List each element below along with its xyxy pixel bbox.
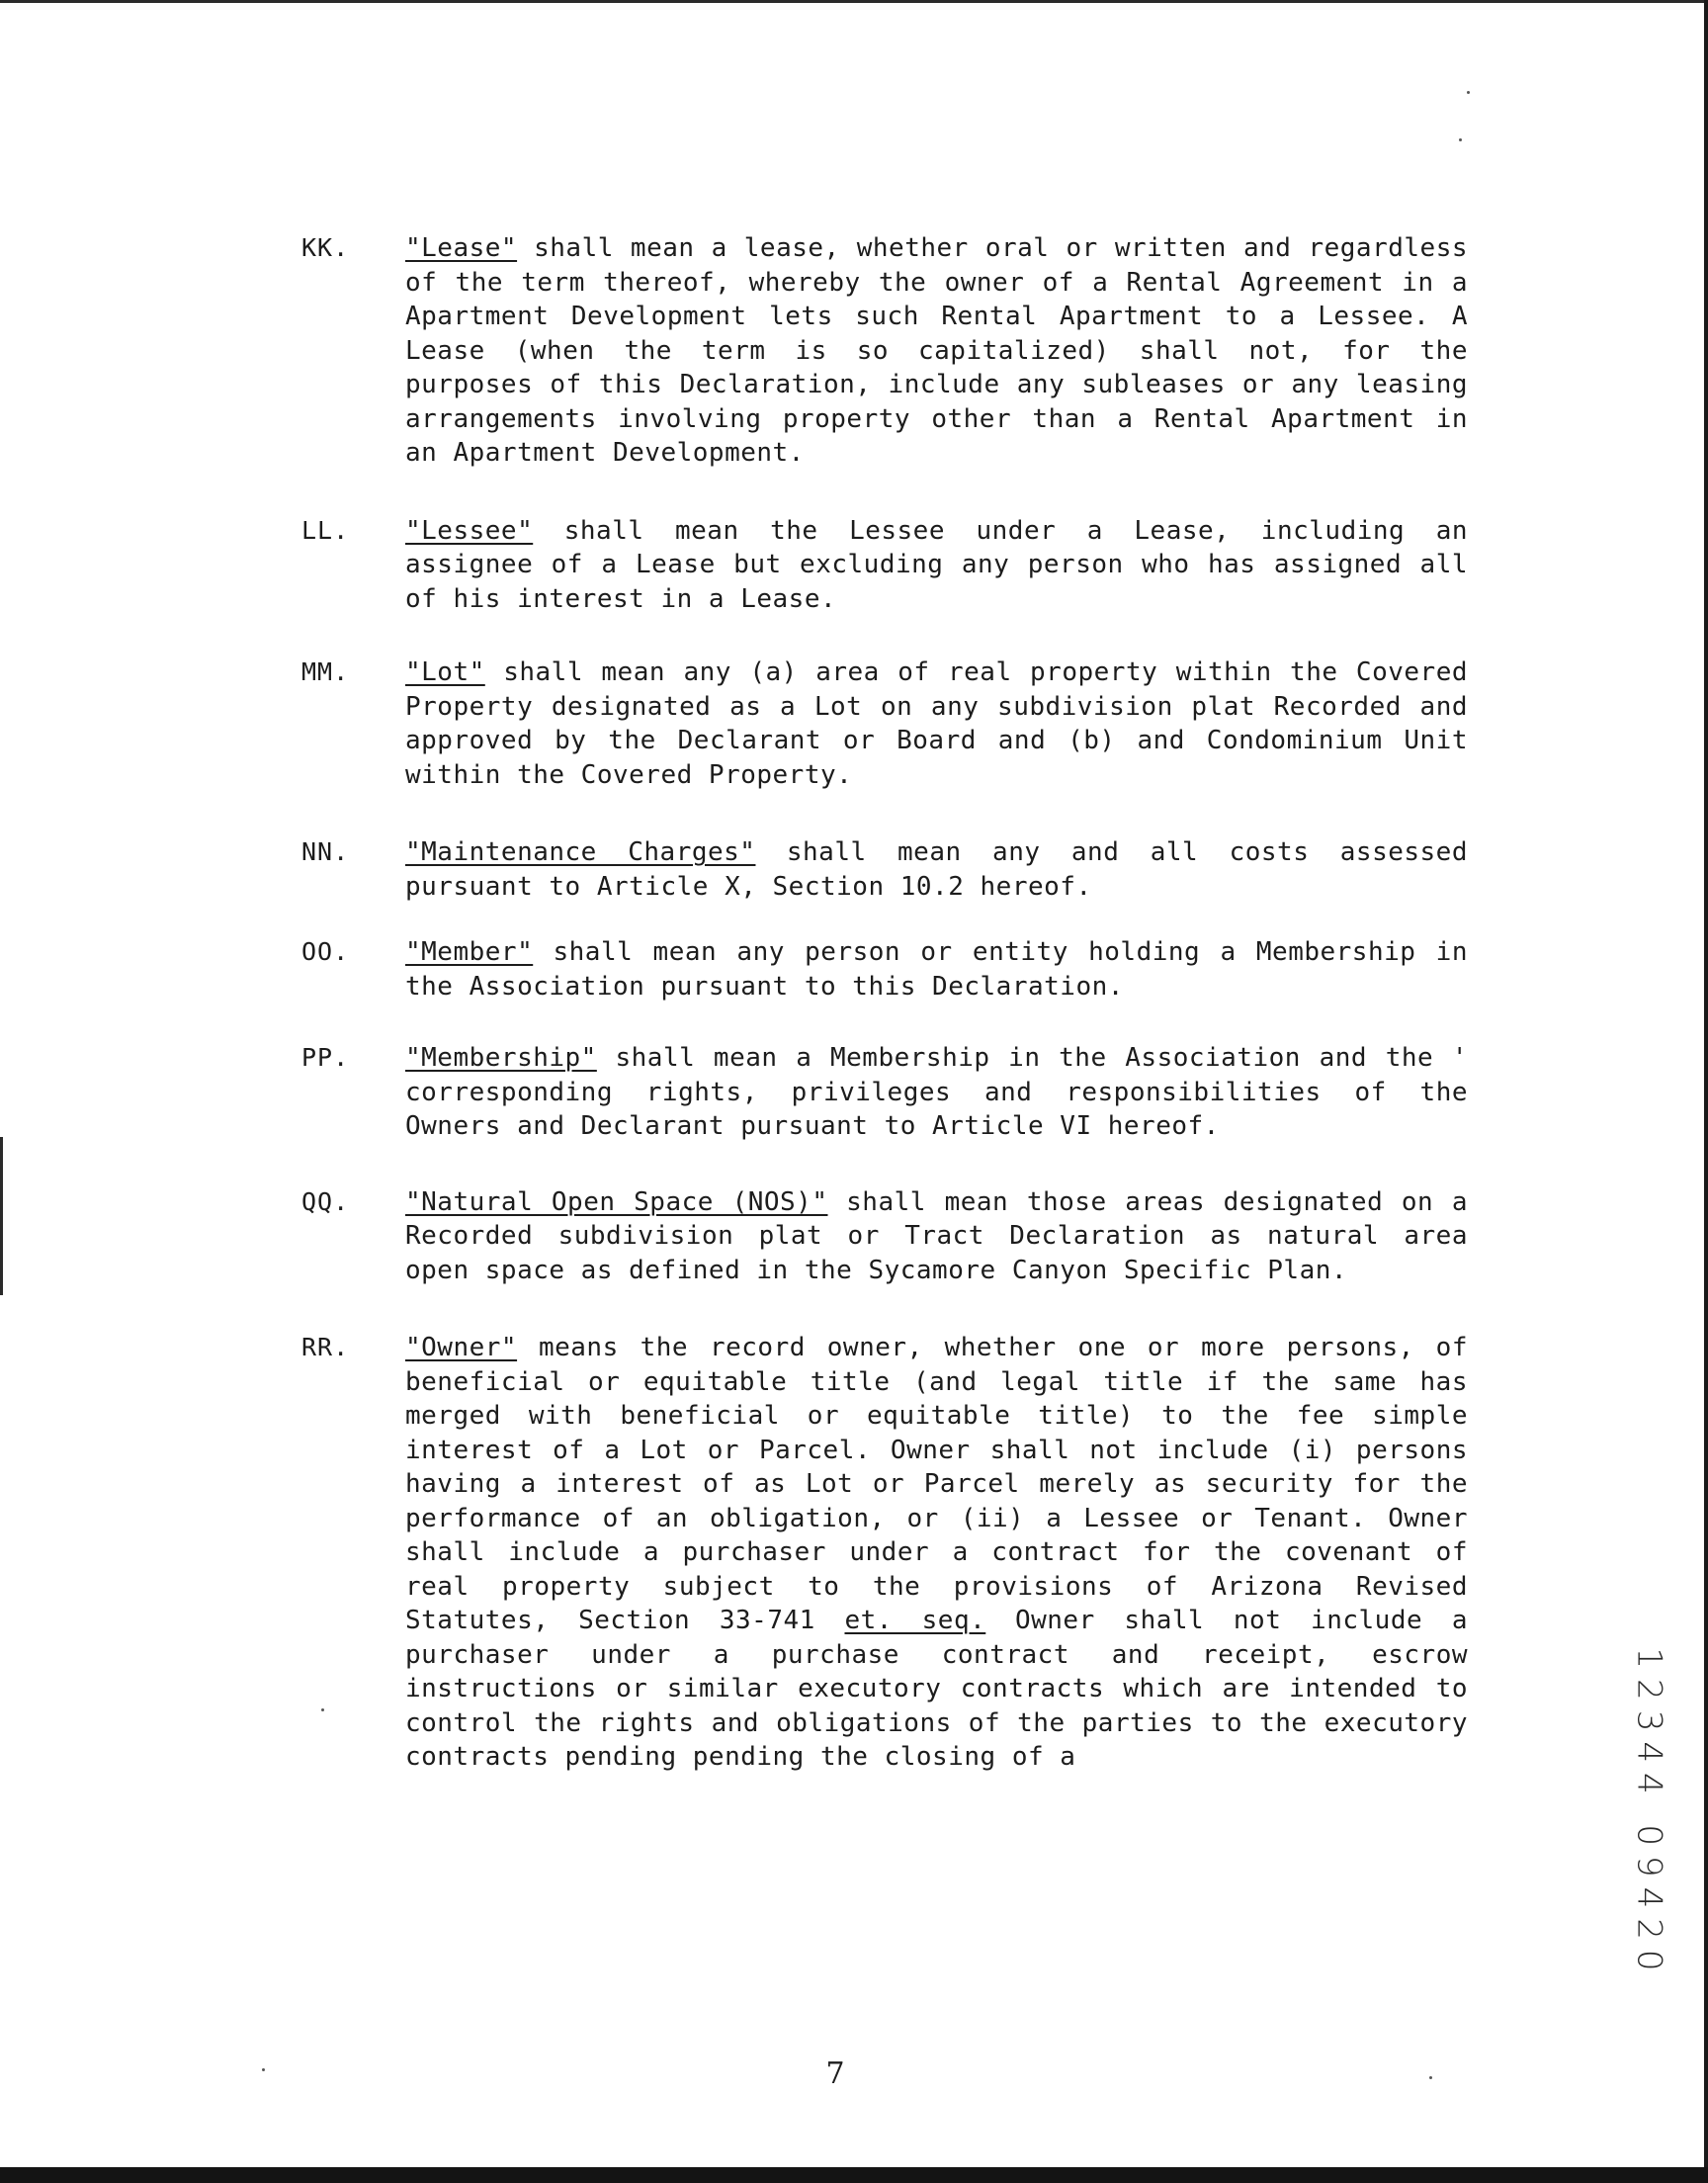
definition-body-continued: Owner shall not include a purchaser under a purchase contract and receipt, escrow instructions or similar executory contracts which are intended to control the rights and obligations of the parties to the executory contracts pending pending the closing of a [405,1606,1468,1772]
definition-item-ll [301,514,1468,617]
definition-item-mm [301,655,1468,792]
definition-item-kk [301,231,1468,471]
definition-body: shall mean any (a) area of real property within the Covered Property designated as a Lot on any subdivision plat Recorded and approved by the Declarant or Board and (b) and Condominium Unit within the Covered Property. [405,657,1468,790]
definition-text [405,231,1468,471]
scan-edge-left [0,1137,3,1295]
scan-edge-top [0,0,1708,3]
definition-body: shall mean the Lessee under a Lease, including an assignee of a Lease but excluding any person who has assigned all of his interest in a Lease. [405,515,1468,614]
definition-text [405,935,1468,1004]
definition-item-nn [301,835,1468,904]
definition-item-oo [301,935,1468,1004]
definition-item-pp [301,1041,1468,1144]
definition-letter: KK. [301,233,350,262]
scan-edge-bottom [0,2167,1708,2183]
definition-body: shall mean any and all costs assessed pursuant to Article X, Section 10.2 hereof. [405,837,1468,902]
scan-edge-right [1704,0,1708,2183]
definition-term: "Lot" [405,657,485,687]
definition-text [405,835,1468,904]
definition-term: "Natural Open Space (NOS)" [405,1186,828,1217]
definition-letter: PP. [301,1043,350,1072]
definition-text [405,655,1468,792]
definition-body: means the record owner, whether one or more persons, of beneficial or equitable title (and legal title if the same has merged with beneficial or equitable title) to the fee simple interest of a Lot or Parcel. Owner shall not include (i) persons having a interest of as Lot or Parcel merely as security for the performance of an obligation, or (ii) a Lessee or Tenant. Owner shall include a purchaser under a contract for the covenant of real property subject to the provisions of Arizona Revised Statutes, Section 33-741 [405,1333,1468,1635]
definitions-list [301,231,1468,1775]
definition-body: shall mean those areas designated on a Recorded subdivision plat or Tract Declaration as natural area open space as defined in the Sycamore Canyon Specific Plan. [405,1186,1468,1285]
page-number: 7 [825,2056,845,2091]
side-stamp [1630,1592,1670,2037]
definition-letter: RR. [301,1333,350,1361]
definition-term: "Membership" [405,1043,597,1073]
definition-body: shall mean a lease, whether oral or written and regardless of the term thereof, whereby the owner of a Rental Agreement in a Apartment Development lets such Rental Apartment to a Lessee. A Lease (when the term is so capitalized) shall not, for the purposes of this Declaration, include any subleases or any leasing arrangements involving property other than a Rental Apartment in an Apartment Development. [405,233,1468,468]
inline-underlined-phrase: et. seq. [844,1606,986,1635]
side-stamp-text: 12344 09420 [1630,1647,1670,1981]
definition-term: "Owner" [405,1333,518,1362]
definition-text [405,514,1468,617]
definition-text [405,1041,1468,1144]
definition-letter: MM. [301,657,350,686]
definition-item-qq [301,1185,1468,1288]
definition-term: "Maintenance Charges" [405,837,756,867]
definition-term: "Member" [405,937,534,967]
definition-term: "Lessee" [405,515,534,546]
definition-letter: NN. [301,837,350,866]
definition-text [405,1185,1468,1288]
definition-term: "Lease" [405,233,518,263]
definition-letter: QQ. [301,1186,350,1216]
definition-item-rr [301,1331,1468,1775]
definition-letter: OO. [301,937,350,966]
definition-body: shall mean a Membership in the Association and the ' corresponding rights, privileges and responsibilities of the Owners and Declarant pursuant to Article VI hereof. [405,1043,1468,1141]
scan-speck [1467,91,1470,94]
scan-speck [1459,138,1462,141]
definition-body: shall mean any person or entity holding a Membership in the Association pursuant to this Declaration. [405,937,1468,1002]
definition-text [405,1331,1468,1775]
definition-letter: LL. [301,515,350,545]
